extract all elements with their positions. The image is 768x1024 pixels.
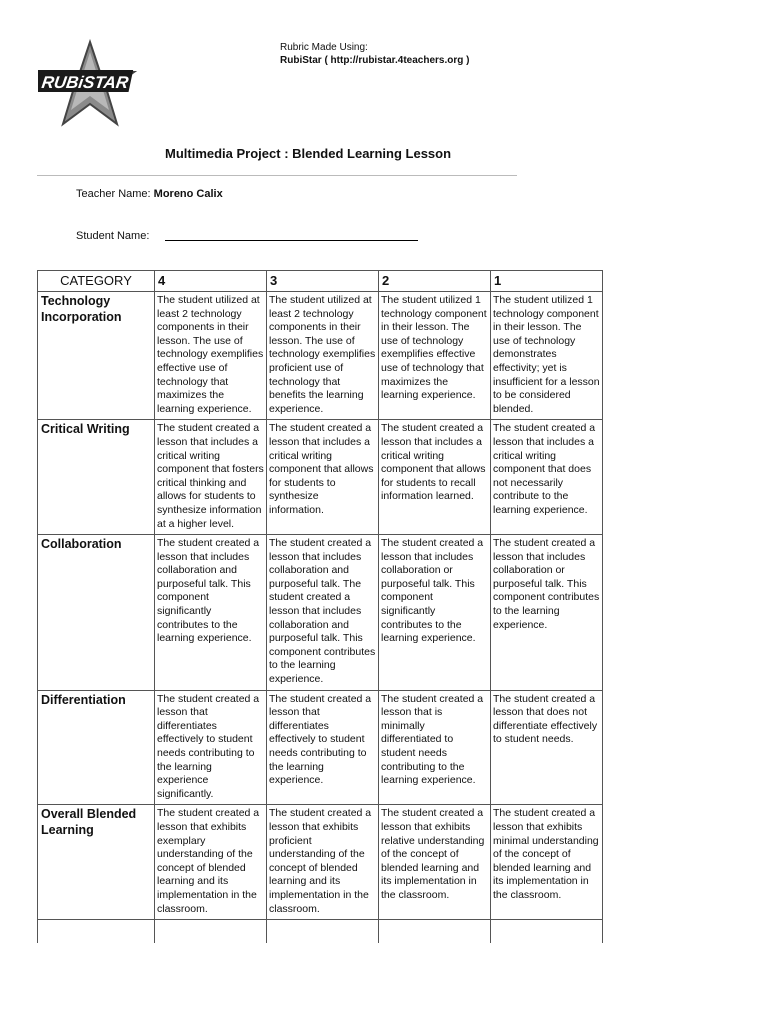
rubric-cell: The student created a lesson that includes collaboration and purposeful talk. This component significantly contributes to the learning experience. [155, 535, 267, 691]
table-row [38, 292, 603, 420]
rubric-cell: The student created a lesson that exhibits minimal understanding of the concept of blended learning and its implementation in the classroom. [491, 805, 603, 920]
title-divider [37, 175, 517, 176]
table-row [38, 535, 603, 691]
rubric-cell: The student created a lesson that differentiates effectively to student needs contributing to the learning experience significantly. [155, 690, 267, 805]
empty-cell [491, 920, 603, 944]
header-level-3: 3 [267, 271, 379, 292]
rubric-table [37, 270, 603, 943]
rubric-cell: The student created a lesson that includes a critical writing component that does not necessarily contribute to the learning experience. [491, 420, 603, 535]
row-category: Critical Writing [38, 420, 155, 535]
teacher-name-value: Moreno Calix [153, 188, 223, 200]
logo-text: RUBiSTAR [40, 73, 130, 92]
row-category: Overall Blended Learning [38, 805, 155, 920]
rubric-cell: The student utilized at least 2 technology components in their lesson. The use of technology exemplifies effective use of technology that maximizes the learning experience. [155, 292, 267, 420]
row-category: Collaboration [38, 535, 155, 691]
table-row-continued [38, 920, 603, 944]
rubric-cell: The student utilized 1 technology component in their lesson. The use of technology demonstrates effectivity; yet is insufficient for a lesson to be considered blended. [491, 292, 603, 420]
teacher-name-row [76, 188, 223, 200]
rubric-cell: The student created a lesson that does not differentiate effectively to student needs. [491, 690, 603, 805]
rubric-cell: The student created a lesson that includes collaboration or purposeful talk. This component contributes to the learning experience. [491, 535, 603, 691]
table-row [38, 690, 603, 805]
rubric-cell: The student created a lesson that exhibits relative understanding of the concept of blended learning and its implementation in the classroom. [379, 805, 491, 920]
credit-line-2: RubiStar ( http://rubistar.4teachers.org ) [280, 55, 470, 66]
rubric-title: Multimedia Project : Blended Learning Lesson [165, 146, 452, 161]
credit-line-1: Rubric Made Using: [280, 42, 368, 53]
table-row [38, 420, 603, 535]
student-name-label: Student Name: [76, 230, 150, 242]
empty-cell [38, 920, 155, 944]
rubric-cell: The student utilized 1 technology component in their lesson. The use of technology exemplifies effective use of technology that maximizes the learning experience. [379, 292, 491, 420]
student-name-blank-line [165, 240, 418, 241]
rubric-cell: The student created a lesson that includes a critical writing component that allows for students to synthesize information. [267, 420, 379, 535]
rubric-cell: The student created a lesson that includes collaboration and purposeful talk. The student created a lesson that includes collaboration and purposeful talk. This component contributes to the learning experience. [267, 535, 379, 691]
rubric-credit [280, 41, 469, 67]
row-category: Differentiation [38, 690, 155, 805]
rubric-cell: The student created a lesson that includes a critical writing component that fosters critical thinking and allows for students to synthesize information at a higher level. [155, 420, 267, 535]
empty-cell [379, 920, 491, 944]
empty-cell [267, 920, 379, 944]
header-category: CATEGORY [38, 271, 155, 292]
header-level-2: 2 [379, 271, 491, 292]
header-level-1: 1 [491, 271, 603, 292]
rubric-cell: The student created a lesson that differentiates effectively to student needs contributing to the learning experience. [267, 690, 379, 805]
rubric-cell: The student created a lesson that exhibits exemplary understanding of the concept of blended learning and its implementation in the classroom. [155, 805, 267, 920]
rubric-cell: The student utilized at least 2 technology components in their lesson. The use of technology exemplifies proficient use of technology that benefits the learning experience. [267, 292, 379, 420]
rubistar-logo [38, 38, 142, 130]
rubric-cell: The student created a lesson that includes collaboration or purposeful talk. This component significantly contributes to the learning experience. [379, 535, 491, 691]
row-category: Technology Incorporation [38, 292, 155, 420]
teacher-name-label: Teacher Name: [76, 188, 151, 200]
header-level-4: 4 [155, 271, 267, 292]
rubric-cell: The student created a lesson that is minimally differentiated to student needs contributing to the learning experience. [379, 690, 491, 805]
rubric-header-row [38, 271, 603, 292]
table-row [38, 805, 603, 920]
rubric-cell: The student created a lesson that includes a critical writing component that allows for students to recall information learned. [379, 420, 491, 535]
rubric-cell: The student created a lesson that exhibits proficient understanding of the concept of blended learning and its implementation in the classroom. [267, 805, 379, 920]
empty-cell [155, 920, 267, 944]
